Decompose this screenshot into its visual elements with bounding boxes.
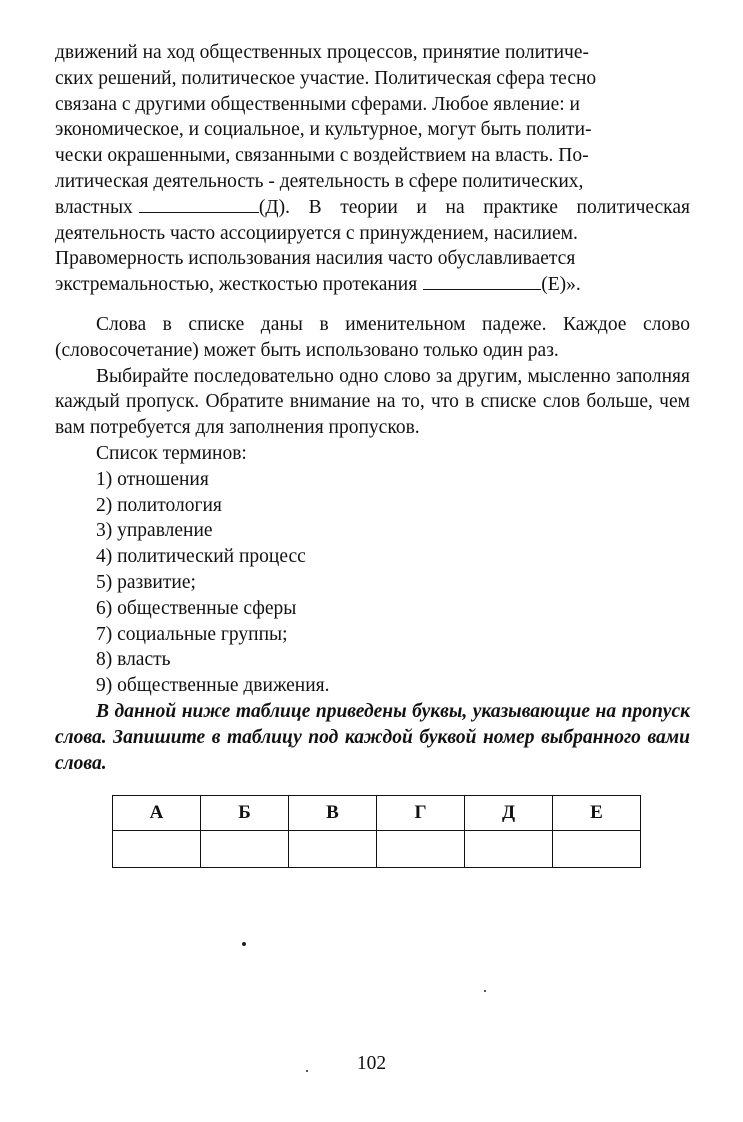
term-item: 3) управление [96,520,213,542]
term-item: 7) социальные группы; [96,623,288,645]
term-item: 4) политический процесс [96,546,306,568]
passage-text: властных [55,196,133,218]
term-item: 2) политология [96,494,222,516]
answer-table-input-row [113,831,641,868]
passage-line: ских решений, политическое участие. Политическая сфера тесно [55,67,597,89]
term-item: 1) отношения [96,468,209,490]
instruction-paragraph: Слова в списке даны в именительном падеже. Каждое слово (словосочетание) может быть использовано только один раз. [55,313,690,361]
passage-text: экстремальностью, жесткостью протекания [55,274,418,296]
blank-d [139,196,259,213]
answer-cell[interactable] [377,831,465,868]
passage-line: экономическое, и социальное, и культурное, могут быть полити- [55,119,592,141]
instruction-paragraph: Выбирайте последовательно одно слово за другим, мысленно заполняя каждый пропуск. Обратите внимание на то, что в списке слов больше, чем вам потребуется для заполнения пропусков. [55,365,690,439]
term-item: 5) развитие; [96,571,196,593]
terms-list [55,467,690,699]
passage-text: (Е)». [541,274,581,296]
passage-line: движений на ход общественных процессов, принятие политиче- [55,42,589,63]
answer-table [112,795,641,868]
answer-header-cell: В [289,796,377,831]
scan-speck [484,990,486,992]
term-item: 9) общественные движения. [96,675,330,697]
list-heading: Список терминов: [96,442,247,464]
page-body [55,40,690,776]
page-number: 102 [356,1053,387,1074]
passage-line: Правомерность использования насилия часто обуславливается [55,248,576,270]
term-item: 6) общественные сферы [96,597,297,619]
passage-line: деятельность часто ассоциируется с принуждением, насилием. [55,222,578,244]
passage-line: литическая деятельность - деятельность в сфере политических, [55,170,584,192]
answer-cell[interactable] [553,831,641,868]
term-item: 8) власть [96,649,171,671]
answer-header-cell: Б [201,796,289,831]
answer-header-cell: Е [553,796,641,831]
passage-line: связана с другими общественными сферами. Любое явление: и [55,93,580,115]
passage-line-with-blank-d [55,195,690,221]
answer-table-header-row [113,796,641,831]
task-instruction: В данной ниже таблице приведены буквы, указывающие на пропуск слова. Запишите в таблицу под каждой буквой номер выбранного вами слова. [55,700,690,774]
answer-cell[interactable] [465,831,553,868]
answer-header-cell: А [113,796,201,831]
passage-line: чески окрашенными, связанными с воздействием на власть. По- [55,145,589,167]
passage-text: (Д). В теории и на практике политическая [258,196,690,218]
answer-header-cell: Д [465,796,553,831]
blank-e [423,273,541,290]
answer-cell[interactable] [113,831,201,868]
scan-speck [242,942,246,946]
passage-paragraph [55,40,690,298]
answer-cell[interactable] [201,831,289,868]
answer-cell[interactable] [289,831,377,868]
passage-line-with-blank-e [55,272,690,298]
answer-header-cell: Г [377,796,465,831]
